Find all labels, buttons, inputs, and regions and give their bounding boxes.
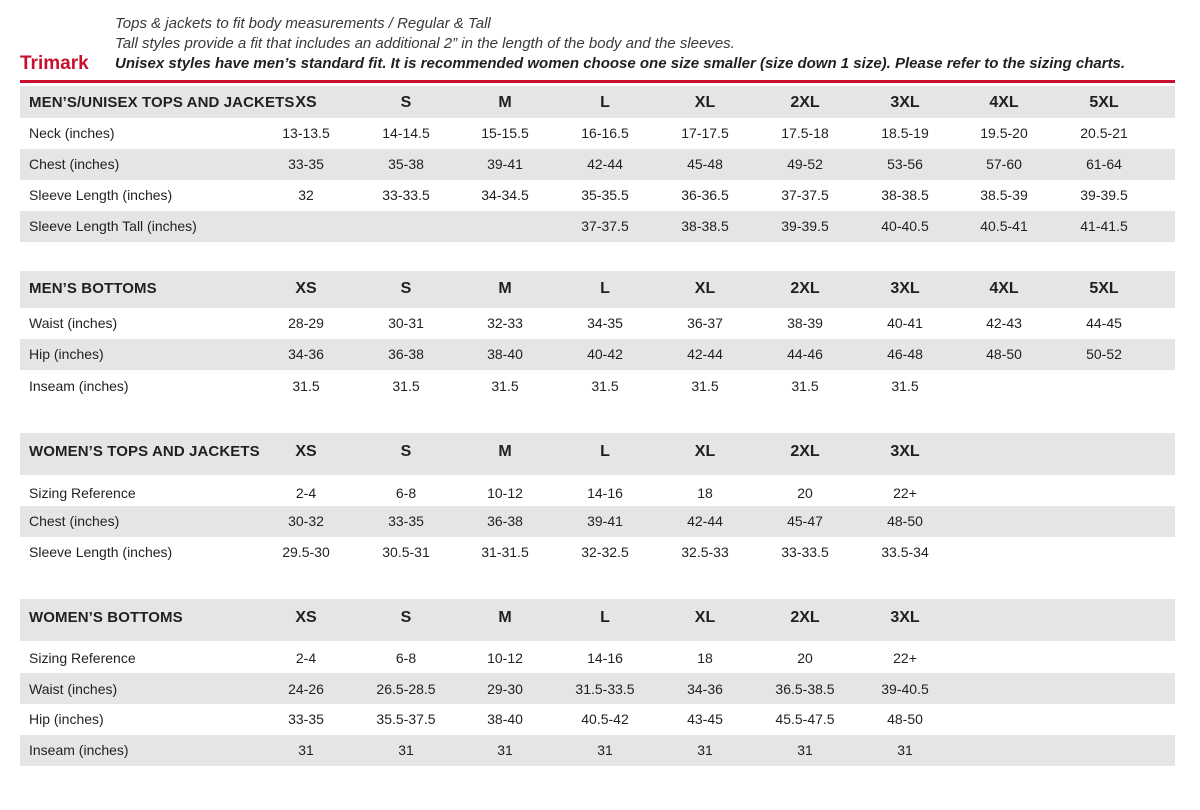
- measurement-value: 31.5: [591, 378, 619, 394]
- measurement-value: 35.5-37.5: [376, 711, 436, 727]
- measurement-label: Sleeve Length (inches): [29, 544, 173, 560]
- table-row: [20, 673, 1175, 704]
- measurement-value: 34-36: [687, 681, 723, 697]
- size-column-header: 2XL: [790, 280, 820, 297]
- measurement-value: 38-39: [787, 315, 823, 331]
- table-row: [20, 641, 1175, 673]
- measurement-value: 42-44: [587, 156, 623, 172]
- measurement-label: Hip (inches): [29, 346, 104, 362]
- measurement-value: 39-40.5: [881, 681, 929, 697]
- measurement-value: 28-29: [288, 315, 324, 331]
- measurement-value: 33.5-34: [881, 544, 929, 560]
- size-column-header: 3XL: [890, 609, 920, 626]
- size-column-header: XL: [694, 94, 716, 111]
- measurement-value: 36-37: [687, 315, 723, 331]
- measurement-value: 14-16: [587, 650, 623, 666]
- table-row: [20, 149, 1175, 180]
- measurement-value: 42-43: [986, 315, 1022, 331]
- measurement-value: 40-40.5: [881, 218, 929, 234]
- size-table: [20, 271, 1175, 403]
- size-column-header: XS: [295, 609, 317, 626]
- measurement-value: 39-41: [587, 513, 623, 529]
- size-column-header: M: [498, 609, 512, 626]
- measurement-value: 38.5-39: [980, 187, 1028, 203]
- measurement-value: 31-31.5: [481, 544, 529, 560]
- measurement-value: 31: [897, 742, 913, 758]
- measurement-value: 61-64: [1086, 156, 1122, 172]
- measurement-value: 20.5-21: [1080, 125, 1128, 141]
- size-column-header: S: [400, 609, 412, 626]
- measurement-value: 22+: [893, 485, 917, 501]
- measurement-value: 32: [298, 187, 314, 203]
- measurement-value: 37-37.5: [781, 187, 829, 203]
- measurement-label: Chest (inches): [29, 513, 120, 529]
- measurement-value: 42-44: [687, 346, 723, 362]
- measurement-label: Sizing Reference: [29, 485, 136, 501]
- measurement-value: 17.5-18: [781, 125, 829, 141]
- table-row: [20, 308, 1175, 339]
- intro-text: [115, 14, 1125, 74]
- table-row: [20, 537, 1175, 568]
- size-column-header: L: [600, 94, 610, 111]
- measurement-value: 50-52: [1086, 346, 1122, 362]
- size-column-header: 3XL: [890, 443, 920, 460]
- size-column-header: XL: [694, 443, 716, 460]
- measurement-value: 44-46: [787, 346, 823, 362]
- measurement-label: Chest (inches): [29, 156, 120, 172]
- table-header-row: [20, 433, 1175, 475]
- measurement-value: 48-50: [887, 711, 923, 727]
- measurement-value: 31.5: [891, 378, 919, 394]
- measurement-value: 13-13.5: [282, 125, 330, 141]
- measurement-value: 32-32.5: [581, 544, 629, 560]
- measurement-label: Sleeve Length Tall (inches): [29, 218, 197, 234]
- size-column-header: 5XL: [1089, 280, 1119, 297]
- measurement-value: 33-33.5: [781, 544, 829, 560]
- table-row: [20, 506, 1175, 537]
- measurement-value: 6-8: [395, 485, 417, 501]
- size-column-header: L: [600, 609, 610, 626]
- measurement-value: 31: [797, 742, 813, 758]
- size-column-header: 3XL: [890, 94, 920, 111]
- size-column-header: L: [600, 280, 610, 297]
- measurement-value: 31: [497, 742, 513, 758]
- measurement-value: 18: [697, 485, 713, 501]
- table-title: MEN’S BOTTOMS: [29, 280, 157, 297]
- measurement-value: 57-60: [986, 156, 1022, 172]
- measurement-value: 36-38: [388, 346, 424, 362]
- table-title: WOMEN’S TOPS AND JACKETS: [29, 443, 260, 460]
- measurement-value: 2-4: [295, 485, 317, 501]
- measurement-value: 18: [697, 650, 713, 666]
- measurement-value: 31: [298, 742, 314, 758]
- measurement-value: 31.5: [491, 378, 519, 394]
- measurement-value: 36.5-38.5: [775, 681, 835, 697]
- measurement-value: 32.5-33: [681, 544, 729, 560]
- measurement-value: 45.5-47.5: [775, 711, 835, 727]
- table-title: MEN’S/UNISEX TOPS AND JACKETS: [29, 94, 295, 111]
- measurement-value: 34-34.5: [481, 187, 529, 203]
- size-column-header: XL: [694, 280, 716, 297]
- measurement-value: 29-30: [487, 681, 523, 697]
- table-header-row: [20, 271, 1175, 308]
- table-row: [20, 735, 1175, 766]
- measurement-value: 49-52: [787, 156, 823, 172]
- size-column-header: S: [400, 280, 412, 297]
- brand-logo-text: Trimark: [20, 53, 89, 74]
- measurement-label: Waist (inches): [29, 315, 118, 331]
- header-divider: [20, 80, 1175, 83]
- measurement-value: 40.5-41: [980, 218, 1028, 234]
- measurement-value: 33-35: [388, 513, 424, 529]
- measurement-value: 37-37.5: [581, 218, 629, 234]
- measurement-value: 33-35: [288, 156, 324, 172]
- measurement-value: 38-38.5: [881, 187, 929, 203]
- size-column-header: XS: [295, 94, 317, 111]
- size-column-header: 2XL: [790, 94, 820, 111]
- measurement-value: 16-16.5: [581, 125, 629, 141]
- table-row: [20, 704, 1175, 735]
- measurement-value: 38-38.5: [681, 218, 729, 234]
- measurement-value: 19.5-20: [980, 125, 1028, 141]
- measurement-value: 40-42: [587, 346, 623, 362]
- size-column-header: XL: [694, 609, 716, 626]
- measurement-value: 24-26: [288, 681, 324, 697]
- measurement-value: 26.5-28.5: [376, 681, 436, 697]
- measurement-value: 31.5-33.5: [575, 681, 635, 697]
- measurement-value: 31.5: [292, 378, 320, 394]
- intro-line-1: Tops & jackets to fit body measurements / Regular & Tall: [115, 15, 491, 32]
- measurement-value: 17-17.5: [681, 125, 729, 141]
- measurement-label: Waist (inches): [29, 681, 118, 697]
- table-row: [20, 118, 1175, 149]
- table-header-row: [20, 86, 1175, 118]
- measurement-value: 30-32: [288, 513, 324, 529]
- measurement-value: 35-38: [388, 156, 424, 172]
- table-header-row: [20, 599, 1175, 641]
- table-title: WOMEN’S BOTTOMS: [29, 609, 183, 626]
- measurement-value: 42-44: [687, 513, 723, 529]
- size-column-header: XS: [295, 280, 317, 297]
- measurement-value: 38-40: [487, 711, 523, 727]
- measurement-value: 14-14.5: [382, 125, 430, 141]
- measurement-value: 10-12: [487, 650, 523, 666]
- size-column-header: XS: [295, 443, 317, 460]
- measurement-value: 46-48: [887, 346, 923, 362]
- measurement-label: Sleeve Length (inches): [29, 187, 173, 203]
- table-row: [20, 211, 1175, 242]
- size-table: [20, 433, 1175, 568]
- size-column-header: M: [498, 280, 512, 297]
- measurement-value: 31.5: [392, 378, 420, 394]
- measurement-label: Neck (inches): [29, 125, 115, 141]
- measurement-value: 22+: [893, 650, 917, 666]
- table-row: [20, 370, 1175, 403]
- measurement-value: 44-45: [1086, 315, 1122, 331]
- size-column-header: 2XL: [790, 443, 820, 460]
- measurement-value: 45-47: [787, 513, 823, 529]
- measurement-value: 48-50: [887, 513, 923, 529]
- measurement-value: 34-36: [288, 346, 324, 362]
- measurement-value: 41-41.5: [1080, 218, 1128, 234]
- table-row: [20, 339, 1175, 370]
- intro-line-3: Unisex styles have men’s standard fit. It is recommended women choose one size smaller (size down 1 size). Please refer to the sizing charts.: [115, 55, 1126, 72]
- measurement-value: 39-39.5: [781, 218, 829, 234]
- measurement-value: 43-45: [687, 711, 723, 727]
- measurement-value: 15-15.5: [481, 125, 529, 141]
- size-column-header: 3XL: [890, 280, 920, 297]
- measurement-value: 6-8: [395, 650, 417, 666]
- measurement-value: 18.5-19: [881, 125, 929, 141]
- measurement-value: 30.5-31: [382, 544, 430, 560]
- table-row: [20, 180, 1175, 211]
- size-column-header: 2XL: [790, 609, 820, 626]
- measurement-value: 33-35: [288, 711, 324, 727]
- measurement-value: 20: [797, 650, 813, 666]
- table-row: [20, 475, 1175, 506]
- measurement-value: 45-48: [687, 156, 723, 172]
- measurement-value: 10-12: [487, 485, 523, 501]
- measurement-value: 40.5-42: [581, 711, 629, 727]
- measurement-value: 31: [398, 742, 414, 758]
- size-column-header: M: [498, 443, 512, 460]
- size-column-header: 5XL: [1089, 94, 1119, 111]
- size-column-header: M: [498, 94, 512, 111]
- measurement-value: 31.5: [791, 378, 819, 394]
- measurement-label: Inseam (inches): [29, 742, 129, 758]
- measurement-label: Hip (inches): [29, 711, 104, 727]
- measurement-value: 40-41: [887, 315, 923, 331]
- measurement-value: 31.5: [691, 378, 719, 394]
- measurement-value: 38-40: [487, 346, 523, 362]
- measurement-value: 36-36.5: [681, 187, 729, 203]
- measurement-value: 53-56: [887, 156, 923, 172]
- intro-line-2: Tall styles provide a fit that includes an additional 2” in the length of the body and the sleeves.: [115, 35, 735, 52]
- measurement-value: 36-38: [487, 513, 523, 529]
- size-column-header: 4XL: [989, 280, 1019, 297]
- measurement-value: 29.5-30: [282, 544, 330, 560]
- measurement-value: 20: [797, 485, 813, 501]
- measurement-value: 14-16: [587, 485, 623, 501]
- measurement-value: 33-33.5: [382, 187, 430, 203]
- measurement-value: 31: [597, 742, 613, 758]
- measurement-value: 2-4: [295, 650, 317, 666]
- size-column-header: 4XL: [989, 94, 1019, 111]
- measurement-label: Inseam (inches): [29, 378, 129, 394]
- size-table: [20, 599, 1175, 766]
- size-column-header: S: [400, 94, 412, 111]
- measurement-value: 34-35: [587, 315, 623, 331]
- measurement-value: 35-35.5: [581, 187, 629, 203]
- size-table: [20, 86, 1175, 242]
- size-column-header: S: [400, 443, 412, 460]
- measurement-value: 31: [697, 742, 713, 758]
- measurement-value: 30-31: [388, 315, 424, 331]
- measurement-label: Sizing Reference: [29, 650, 136, 666]
- size-column-header: L: [600, 443, 610, 460]
- measurement-value: 39-39.5: [1080, 187, 1128, 203]
- measurement-value: 32-33: [487, 315, 523, 331]
- measurement-value: 39-41: [487, 156, 523, 172]
- measurement-value: 48-50: [986, 346, 1022, 362]
